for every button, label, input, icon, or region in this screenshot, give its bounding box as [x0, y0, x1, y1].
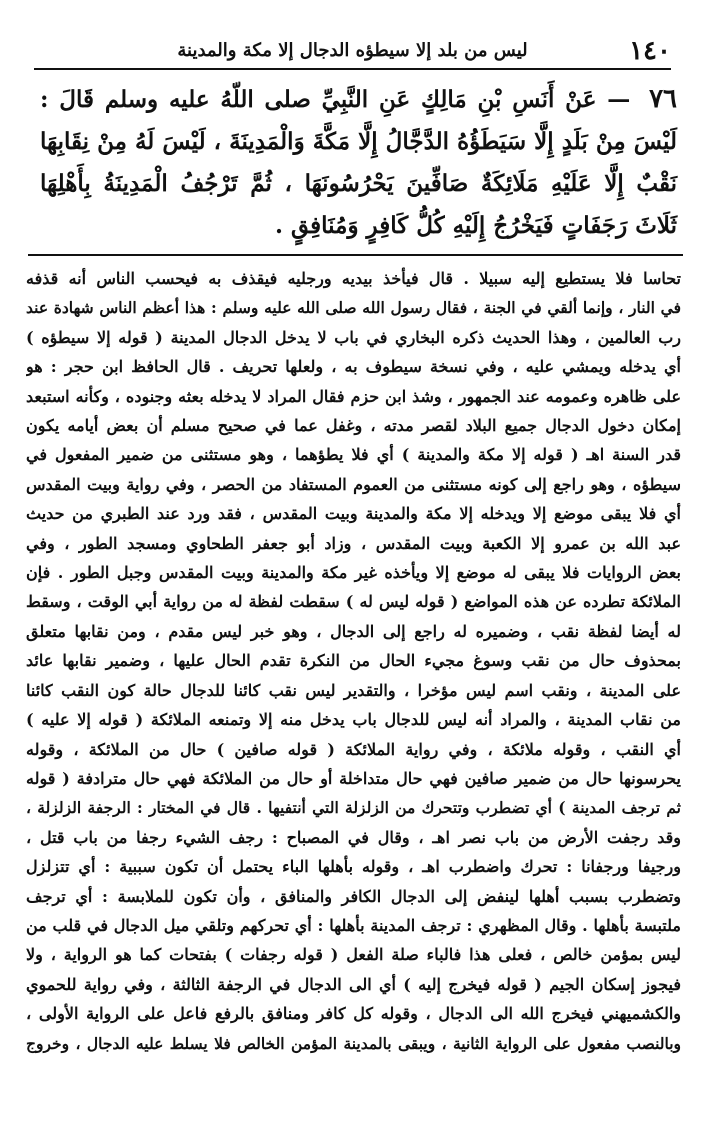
commentary-line: أي يدخله ويمشي عليه ، وفي نسخة سيطوف به ، ولعلها تحريف . قال الحافظ ابن حجر : هو — [26, 357, 681, 377]
running-title: ليس من بلد إلا سيطؤه الدجال إلا مكة والمدينة — [177, 40, 528, 61]
page-header — [34, 34, 671, 70]
commentary-line: عبد الله بن عمرو إلا الكعبة وبيت المقدس ، وزاد أبو جعفر الطحاوي ومسجد الطور ، وفي — [26, 533, 681, 553]
commentary-line: سيطؤه ، وهو راجع إلى كونه مستثنى من العموم المستفاد من الحصر ، وفي رواية وبيت المقدس — [26, 474, 681, 494]
commentary-line: يحرسونها حال من ضمير صافين فهي حال متداخلة أو حال من الملائكة فهي حال مترادفة ( قوله — [26, 768, 681, 788]
commentary-line: تحاسا فلا يستطيع إليه سبيلا . قال فيأخذ بيديه ورجليه فيقذف به فيحسب الناس أنه قذفه — [26, 269, 681, 288]
commentary-line: ورجيفا ورجفانا : تحرك واضطرب اهـ ، وقوله بأهلها الباء يحتمل أن تكون سببية : أي تتزلزل — [26, 857, 681, 877]
hadith-text: — عَنْ أَنَسِ بْنِ مَالِكٍ عَنِ النَّبِيِّ صلى اللّهُ عليه وسلم قَالَ : لَيْسَ مِنْ بَلَدٍ إِلَّا سَيَطَؤُهُ الدَّجَّالُ إِلَّا مَكَّةَ وَالْمَدِينَةَ ، لَيْسَ لَهُ مِنْ نِقَابِهَا نَقْبٌ إِلَّا عَلَيْهِ مَلَائِكَةٌ صَافِّينَ يَحْرُسُونَهَا ، ثُمَّ تَرْجُفُ الْمَدِينَةُ بِأَهْلِهَا ثَلَاثَ رَجَفَاتٍ فَيَخْرُجُ إِلَيْهِ كُلُّ كَافِرٍ وَمُنَافِقٍ . — [40, 86, 677, 239]
commentary-line: على المدينة ، ونقب اسم ليس مؤخرا ، والتقدير ليس نقب كائنا للدجال حالة كون النقب كائنا — [26, 680, 681, 700]
commentary-line: ثم ترجف المدينة ) أي تضطرب وتتحرك من الزلزلة التي أنتفيها . قال في المختار : الرجفة الزلزلة ، — [26, 798, 681, 818]
commentary-line: وقد رجفت الأرض من باب نصر اهـ ، وقال في المصباح : رجف الشيء رجفا من باب قتل ، — [26, 827, 681, 847]
commentary-line: قدر السنة اهـ ( قوله إلا مكة والمدينة ) أي فلا يطؤهما ، وهو مستثنى من ضمير المفعول في — [26, 445, 681, 465]
commentary-line: بمحذوف حال من نقب وسوغ مجيء الحال من النكرة تقدم الحال عليها ، وضمير نقابها عائد — [26, 651, 681, 671]
commentary-line: أي فلا يبقى موضع إلا ويدخله إلا مكة والمدينة وبيت المقدس ، فقد ورد عند الطبري من حديث — [26, 504, 681, 524]
hadith-number: ٧٦ — [649, 84, 678, 114]
commentary-block — [26, 264, 681, 1058]
commentary-line: بعض الروايات فلا يبقى له موضع إلا ويأخذه غير مكة والمدينة وبيت المقدس وجبل الطور . فإن — [26, 563, 681, 583]
commentary-line: وبالنصب مفعول على الرواية الثانية ، ويبقى بالمدينة المؤمن الخالص فلا يسلط عليه الدجال ، وخروج — [26, 1033, 681, 1053]
commentary-line: والكشميهني فيخرج الله الى الدجال ، وقوله كل كافر ومنافق بالرفع فاعل على الرواية الأولى ، — [26, 1004, 681, 1024]
commentary-line: رب العالمين ، وهذا الحديث ذكره البخاري في باب لا يدخل الدجال المدينة ( قوله إلا سيطؤه ) — [26, 327, 681, 347]
commentary-line: إمكان دخول الدجال جميع البلاد لقصر مدته ، وغفل عما في صحيح مسلم أن بعض أيامه يكون — [26, 416, 681, 436]
page-number: ١٤٠ — [629, 36, 671, 66]
commentary-line: وتضطرب بسبب أهلها لينفض إلى الدجال الكافر والمنافق ، وأن تكون للملابسة : أي ترجف — [26, 886, 681, 906]
commentary-line: الملائكة تطرده عن هذه المواضع ( قوله ليس له ) سقطت لفظة له من رواية أبي الوقت ، وسقط — [26, 592, 681, 612]
hadith-text-block — [40, 78, 677, 248]
section-divider — [28, 254, 683, 256]
commentary-line: أي النقب ، وقوله ملائكة ، وفي رواية الملائكة ( قوله صافين ) حال من الملائكة ، وقوله — [26, 739, 681, 759]
commentary-line: في النار ، وإنما ألقي في الجنة ، فقال رسول الله صلى الله عليه وسلم : هذا أعظم الناس شهادة عند — [26, 298, 681, 318]
commentary-line: له أيضا لفظة نقب ، وضميره له راجع إلى الدجال ، وهو خبر ليس مقدم ، ومن نقابها متعلق — [26, 621, 681, 641]
commentary-line: من نقاب المدينة ، والمراد أنه ليس للدجال باب يدخل منه إلا وتمنعه الملائكة ( قوله إلا عليه ) — [26, 710, 681, 730]
commentary-line: على ظاهره وعمومه عند الجمهور ، وشذ ابن حزم فقال المراد لا يدخله بعثه وجنوده ، وكأنه استبعد — [26, 386, 681, 406]
commentary-line: فيجوز إسكان الجيم ( قوله فيخرج إليه ) أي الى الدجال في الرجفة الثالثة ، وفي رواية للحموي — [26, 974, 681, 994]
commentary-line: ليس بمؤمن خالص ، فعلى هذا فالباء صلة الفعل ( قوله رجفات ) بفتحات كما هو الرواية ، ولا — [26, 945, 681, 965]
commentary-line: ملتبسة بأهلها . وقال المظهري : ترجف المدينة بأهلها : أي تحركهم وتلقي ميل الدجال في قلب من — [26, 915, 681, 935]
